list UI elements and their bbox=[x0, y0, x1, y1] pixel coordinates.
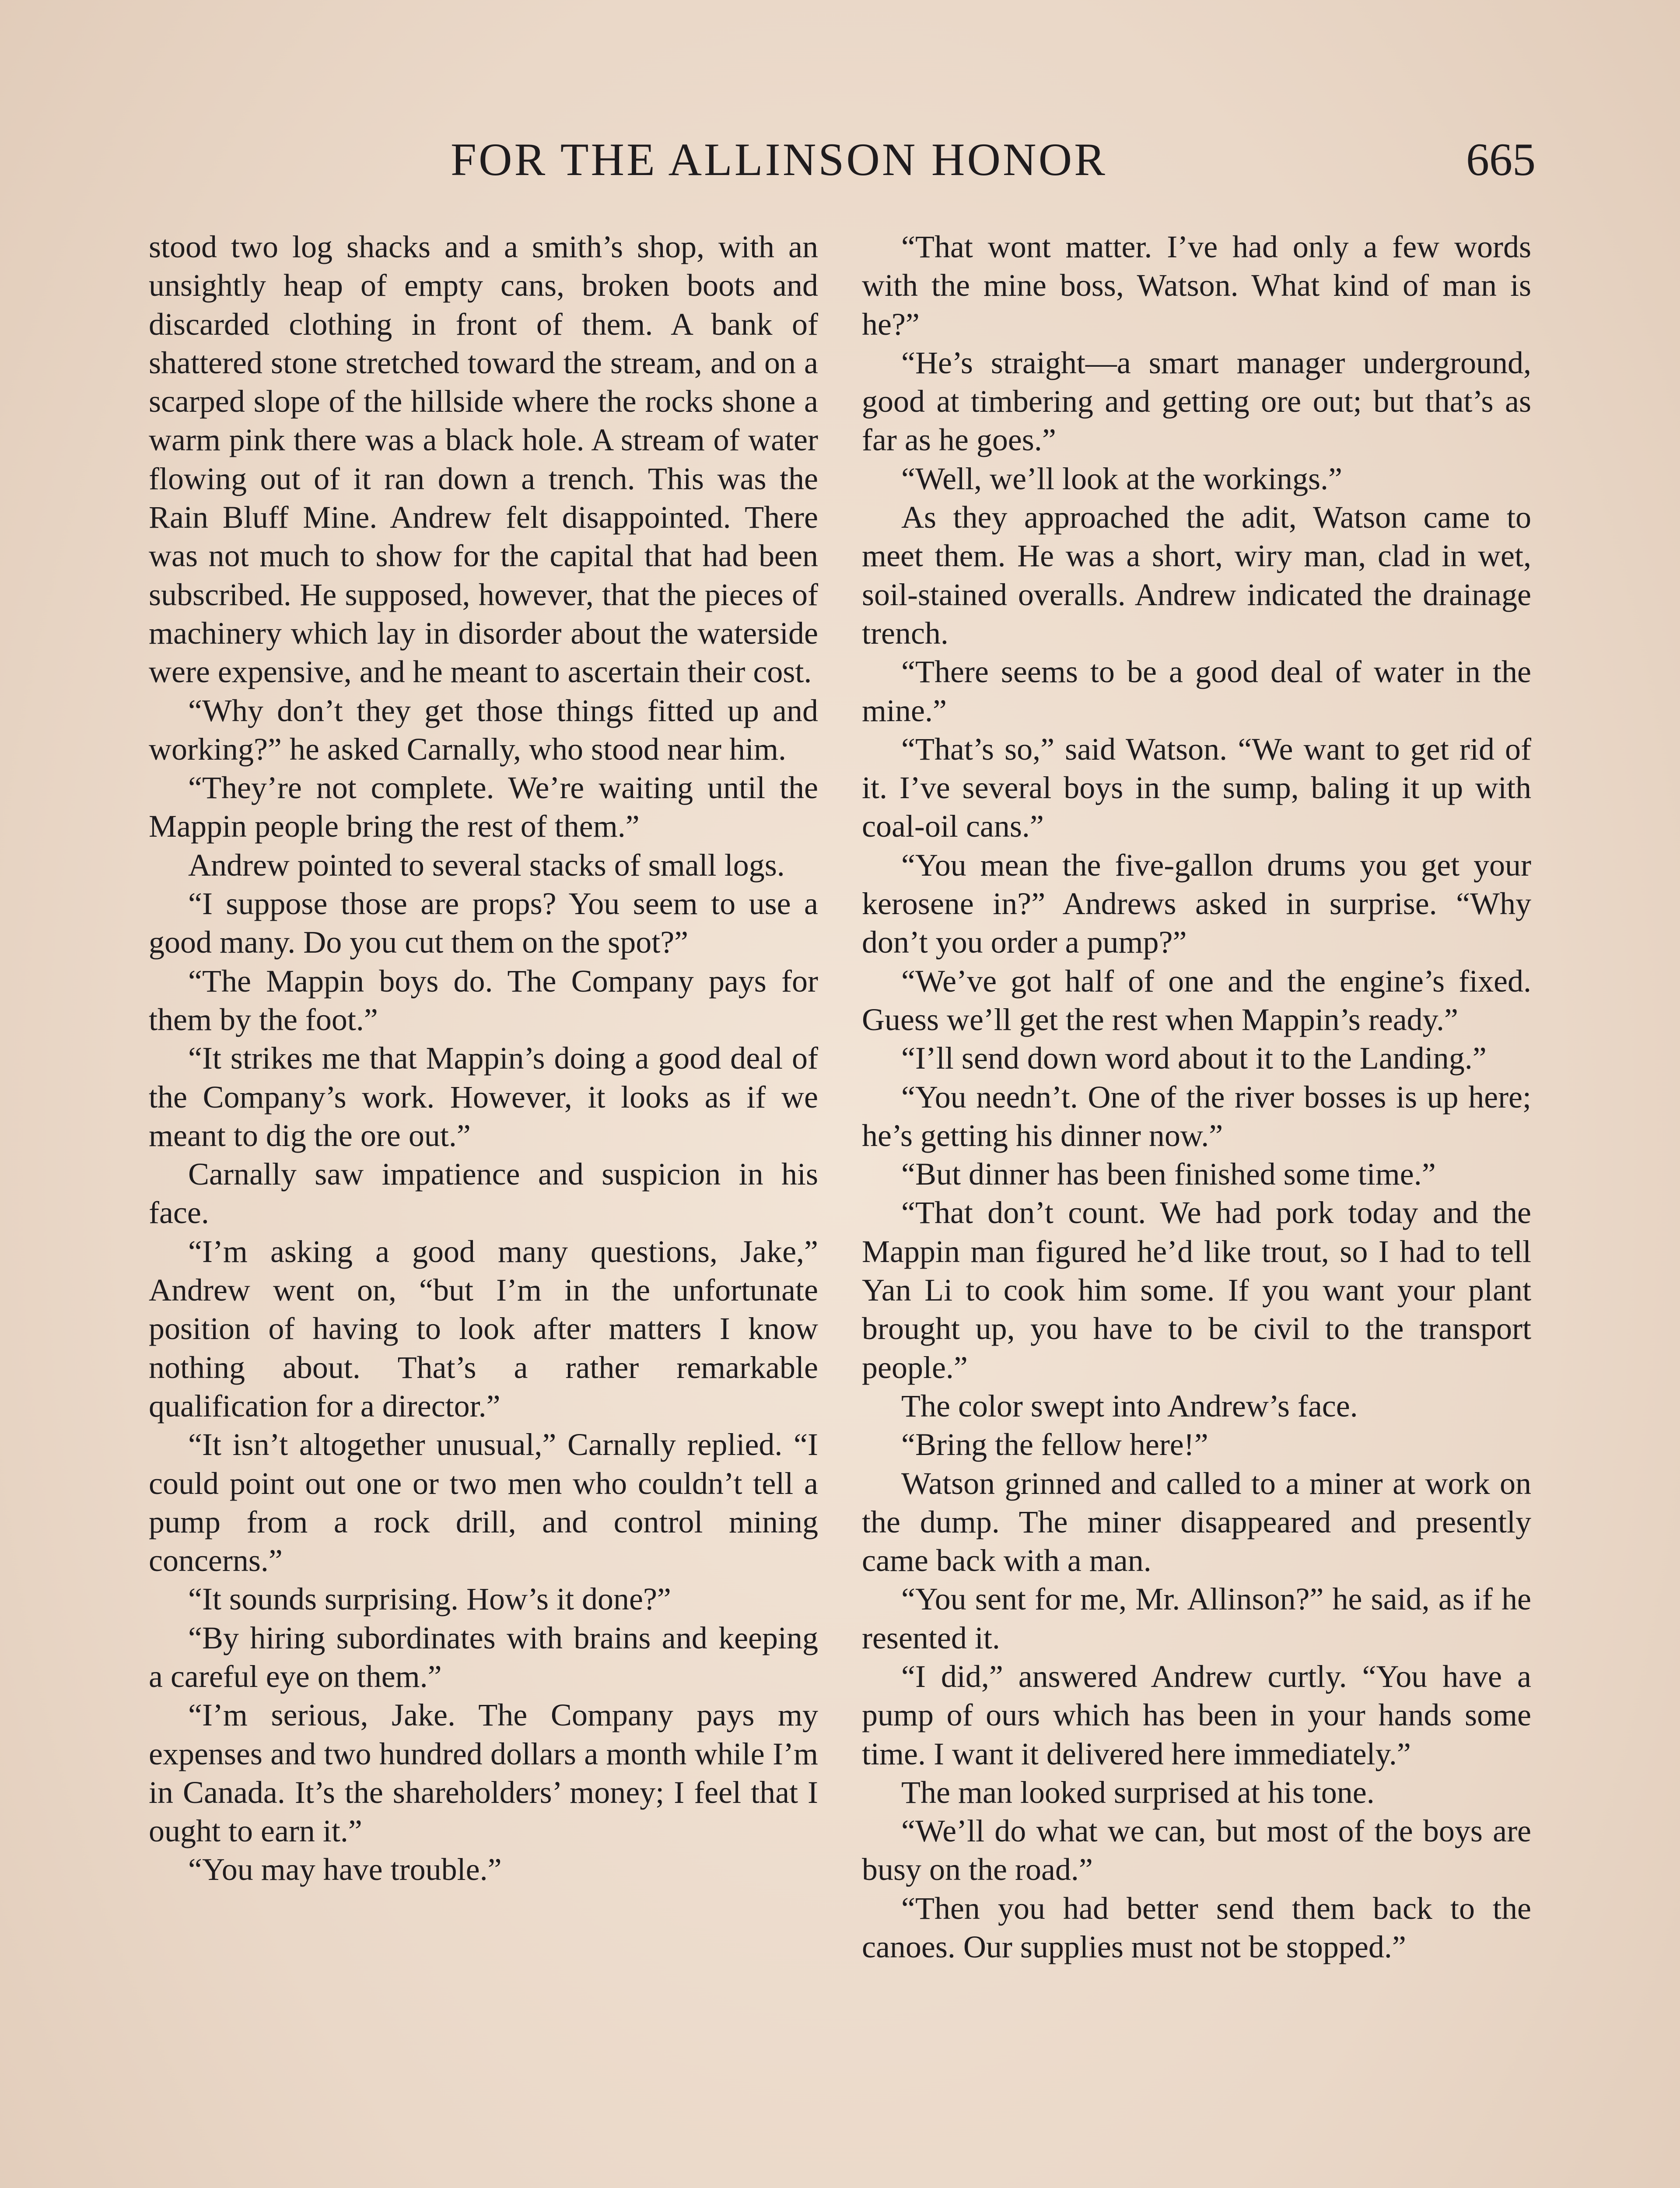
paragraph: “You may have trouble.” bbox=[188, 1852, 502, 1887]
paragraph: “Then you had better send them back to the canoes. Our supplies must not be stopped.” bbox=[862, 1890, 1531, 1965]
paragraph: “It sounds surprising. How’s it done?” bbox=[188, 1581, 671, 1617]
running-head bbox=[149, 127, 1536, 193]
paragraph: “Why don’t they get those things fitted up and working?” he asked Carnally, who stood near him. bbox=[149, 693, 818, 767]
paragraph: “That don’t count. We had pork today and the Mappin man figured he’d like trout, so I had to tell Yan Li to cook him some. If you want your plant brought up, you have to be civil to the transport people.” bbox=[862, 1195, 1531, 1385]
paragraph: “The Mappin boys do. The Company pays for them by the foot.” bbox=[149, 963, 818, 1037]
paragraph: “By hiring subordinates with brains and keeping a careful eye on them.” bbox=[149, 1620, 818, 1694]
paragraph: Andrew pointed to several stacks of small logs. bbox=[188, 847, 785, 883]
paragraph: “But dinner has been finished some time.” bbox=[901, 1157, 1436, 1192]
paragraph: “That wont matter. I’ve had only a few words with the mine boss, Watson. What kind of man is he?” bbox=[862, 229, 1531, 342]
paragraph: The color swept into Andrew’s face. bbox=[901, 1388, 1358, 1424]
paragraph: stood two log shacks and a smith’s shop, with an unsightly heap of empty cans, broken boots and discarded clothing in front of them. A bank of shattered stone stretched toward the stream, and on a scarped slope of the hillside where the rocks shone a warm pink there was a black hole. A stream of water flowing out of it ran down a trench. This was the Rain Bluff Mine. Andrew felt disappointed. There was not much to show for the capital that had been subscribed. He supposed, however, that the pieces of machinery which lay in disorder about the waterside were expensive, and he meant to ascertain their cost. bbox=[149, 229, 818, 690]
paragraph: “We’ll do what we can, but most of the boys are busy on the road.” bbox=[862, 1813, 1531, 1887]
paragraph: “It strikes me that Mappin’s doing a good deal of the Company’s work. However, it looks as if we meant to dig the ore out.” bbox=[149, 1041, 818, 1153]
left-column bbox=[149, 228, 818, 1889]
paragraph: “I did,” answered Andrew curtly. “You have a pump of ours which has been in your hands some time. I want it delivered here immediately.” bbox=[862, 1659, 1531, 1771]
paragraph: “You mean the five-gallon drums you get your kerosene in?” Andrews asked in surprise. “Why don’t you order a pump?” bbox=[862, 847, 1531, 960]
paragraph: “That’s so,” said Watson. “We want to get rid of it. I’ve several boys in the sump, baling it up with coal-oil cans.” bbox=[862, 731, 1531, 844]
paragraph: The man looked surprised at his tone. bbox=[901, 1774, 1375, 1810]
paragraph: “You sent for me, Mr. Allinson?” he said, as if he resented it. bbox=[862, 1581, 1531, 1655]
paragraph: “You needn’t. One of the river bosses is up here; he’s getting his dinner now.” bbox=[862, 1079, 1531, 1153]
paragraph: As they approached the adit, Watson came to meet them. He was a short, wiry man, clad in wet, soil-stained overalls. Andrew indicated the drainage trench. bbox=[862, 500, 1531, 651]
running-title: FOR THE ALLINSON HONOR bbox=[451, 134, 1107, 185]
paragraph: “We’ve got half of one and the engine’s fixed. Guess we’ll get the rest when Mappin’s ready.” bbox=[862, 963, 1531, 1037]
paragraph: “It isn’t altogether unusual,” Carnally replied. “I could point out one or two men who couldn’t tell a pump from a rock drill, and control mining concerns.” bbox=[149, 1427, 818, 1578]
paragraph: “Well, we’ll look at the workings.” bbox=[901, 461, 1342, 496]
paragraph: “I’m asking a good many questions, Jake,” Andrew went on, “but I’m in the unfortunate position of having to look after matters I know nothing about. That’s a rather remarkable qualification for a director.” bbox=[149, 1234, 818, 1424]
paragraph: Carnally saw impatience and suspicion in his face. bbox=[149, 1157, 818, 1231]
paragraph: “They’re not complete. We’re waiting until the Mappin people bring the rest of them.” bbox=[149, 770, 818, 844]
paragraph: “There seems to be a good deal of water in the mine.” bbox=[862, 654, 1531, 728]
paragraph: “He’s straight—a smart manager underground, good at timbering and getting ore out; but that’s as far as he goes.” bbox=[862, 345, 1531, 458]
paragraph: Watson grinned and called to a miner at work on the dump. The miner disappeared and presently came back with a man. bbox=[862, 1466, 1531, 1578]
page-number: 665 bbox=[1466, 134, 1536, 185]
paragraph: “I suppose those are props? You seem to use a good many. Do you cut them on the spot?” bbox=[149, 886, 818, 960]
paragraph: “I’ll send down word about it to the Landing.” bbox=[901, 1041, 1487, 1076]
paragraph: “Bring the fellow here!” bbox=[901, 1427, 1208, 1462]
paragraph: “I’m serious, Jake. The Company pays my expenses and two hundred dollars a month while I’m in Canada. It’s the shareholders’ money; I feel that I ought to earn it.” bbox=[149, 1697, 818, 1849]
right-column bbox=[862, 228, 1531, 1966]
